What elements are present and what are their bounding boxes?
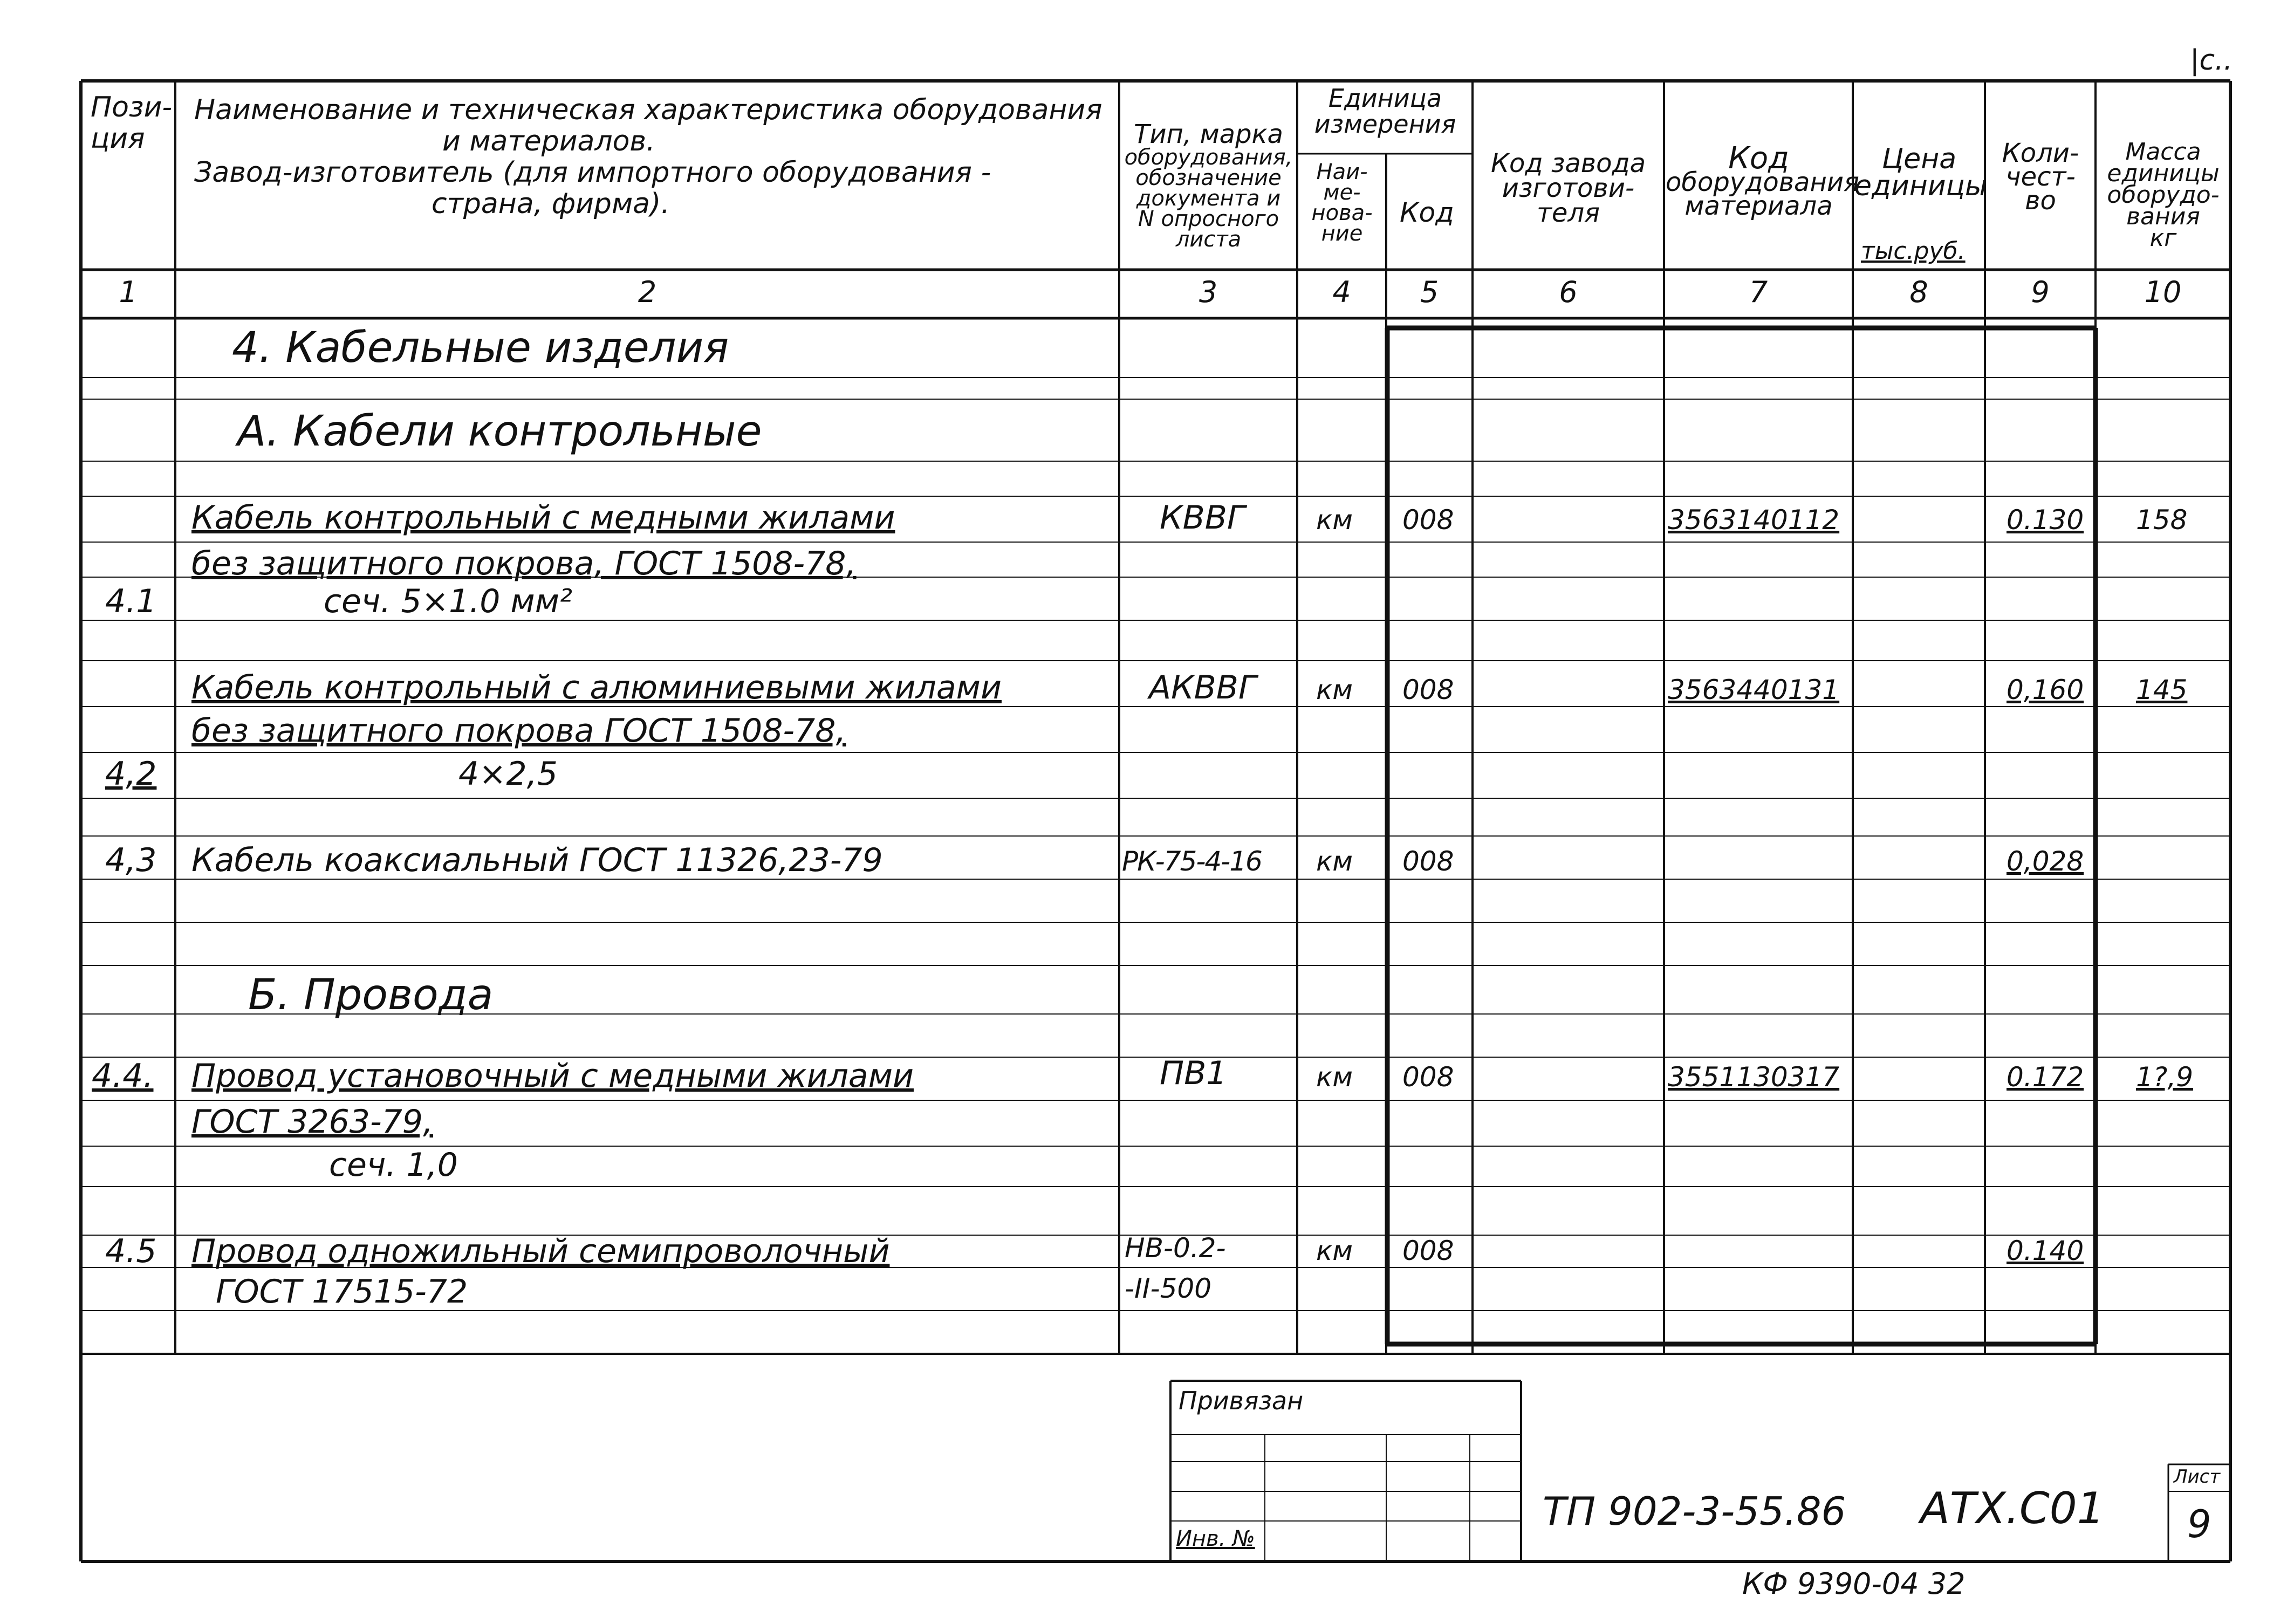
item-code: 3563140112 bbox=[1668, 504, 1840, 536]
sheet-label: Лист bbox=[2174, 1466, 2221, 1488]
item-position: 4.4. bbox=[92, 1057, 154, 1095]
footer-note: КФ 9390-04 32 bbox=[1742, 1567, 1966, 1601]
item-unit: км bbox=[1316, 504, 1353, 536]
item-unit: км bbox=[1316, 1061, 1353, 1093]
header-maker-code: Код завода изготови- теля bbox=[1490, 148, 1646, 228]
item-position: 4.5 bbox=[105, 1232, 157, 1270]
header-position: Пози- ция bbox=[91, 91, 173, 155]
section-title-wires: Б. Провода bbox=[248, 971, 494, 1019]
item-type: АКВВГ bbox=[1149, 669, 1257, 707]
item-code: 3551130317 bbox=[1668, 1061, 1840, 1093]
header-price: Цена единицы bbox=[1854, 143, 1987, 202]
item-name-line: Провод установочный с медными жилами bbox=[191, 1057, 914, 1095]
item-type: ПВ1 bbox=[1160, 1054, 1227, 1092]
header-quantity: Коли- чест- во bbox=[2002, 138, 2079, 216]
item-unit-code: 008 bbox=[1402, 846, 1454, 877]
item-name-line: Кабель контрольный с медными жилами bbox=[191, 499, 895, 537]
item-quantity: 0.130 bbox=[2007, 504, 2084, 536]
item-code: 3563440131 bbox=[1668, 674, 1840, 705]
column-number: 3 bbox=[1199, 275, 1218, 309]
item-name-line: 4×2,5 bbox=[458, 755, 558, 793]
column-number: 7 bbox=[1749, 275, 1768, 309]
item-position: 4,3 bbox=[105, 841, 157, 879]
column-number: 1 bbox=[119, 275, 138, 309]
header-unit-name: Наи- ме- нова- ние bbox=[1311, 160, 1373, 246]
item-type-line2: -II-500 bbox=[1125, 1273, 1212, 1304]
column-number: 5 bbox=[1420, 275, 1439, 309]
item-name-line: без защитного покрова ГОСТ 1508-78, bbox=[191, 712, 846, 750]
header-unit: Единица измерения bbox=[1314, 84, 1456, 139]
document-number: ТП 902-3-55.86 bbox=[1543, 1489, 1846, 1534]
item-unit: км bbox=[1316, 846, 1353, 877]
section-title-main: 4. Кабельные изделия bbox=[232, 324, 729, 372]
column-number: 6 bbox=[1559, 275, 1578, 309]
item-unit-code: 008 bbox=[1402, 504, 1454, 536]
section-title-control-cables: А. Кабели контрольные bbox=[237, 407, 762, 456]
column-number: 4 bbox=[1332, 275, 1351, 309]
item-name-line: Кабель контрольный с алюминиевыми жилами bbox=[191, 669, 1002, 707]
item-position: 4,2 bbox=[105, 755, 157, 793]
header-name: Наименование и техническая характеристика оборудования и материалов. Завод-изготовитель (для импортного оборудования - страна, фирма). bbox=[194, 94, 1103, 220]
item-name-line: ГОСТ 3263-79, bbox=[191, 1103, 434, 1141]
item-name-line: сеч. 1,0 bbox=[329, 1146, 458, 1184]
corner-mark: |с.. bbox=[2190, 44, 2233, 77]
item-unit-code: 008 bbox=[1402, 674, 1454, 705]
item-unit-code: 008 bbox=[1402, 1235, 1454, 1266]
header-mass: Масса единицы оборудо- вания кг bbox=[2107, 138, 2220, 252]
item-name-line: сеч. 5×1.0 мм² bbox=[324, 583, 573, 620]
column-number: 10 bbox=[2144, 275, 2182, 309]
item-quantity: 0,028 bbox=[2007, 846, 2084, 877]
item-type: РК-75-4-16 bbox=[1122, 846, 1262, 877]
item-type: КВВГ bbox=[1160, 499, 1245, 537]
header-price-unit: тыс.руб. bbox=[1861, 237, 1966, 265]
item-mass: 145 bbox=[2136, 674, 2188, 705]
sheet-number: 9 bbox=[2187, 1502, 2211, 1546]
item-quantity: 0,160 bbox=[2007, 674, 2084, 705]
item-type: НВ-0.2- bbox=[1125, 1232, 1226, 1264]
header-unit-code: Код bbox=[1400, 197, 1454, 228]
item-name-line: Кабель коаксиальный ГОСТ 11326,23-79 bbox=[191, 841, 883, 879]
item-quantity: 0.172 bbox=[2007, 1061, 2084, 1093]
item-name-line: без защитного покрова, ГОСТ 1508-78, bbox=[191, 545, 857, 583]
item-quantity: 0.140 bbox=[2007, 1235, 2084, 1266]
item-unit: км bbox=[1316, 674, 1353, 705]
item-position: 4.1 bbox=[105, 583, 157, 620]
header-type: Тип, марка оборудования, обозначение документа и N опросного листа bbox=[1124, 119, 1293, 252]
item-mass: 1?,9 bbox=[2136, 1061, 2194, 1093]
column-number: 8 bbox=[1909, 275, 1928, 309]
column-number: 2 bbox=[638, 275, 657, 309]
item-unit: км bbox=[1316, 1235, 1353, 1266]
header-equipment-code: Код оборудования материала bbox=[1666, 141, 1859, 221]
item-name-line: Провод одножильный семипроволочный bbox=[191, 1232, 890, 1270]
item-name-line: ГОСТ 17515-72 bbox=[216, 1273, 468, 1311]
stamp-attached-label: Привязан bbox=[1179, 1386, 1304, 1415]
item-unit-code: 008 bbox=[1402, 1061, 1454, 1093]
document-code: АТХ.С01 bbox=[1920, 1483, 2105, 1533]
stamp-inventory-label: Инв. № bbox=[1176, 1526, 1255, 1551]
item-mass: 158 bbox=[2136, 504, 2188, 536]
column-number: 9 bbox=[2031, 275, 2050, 309]
